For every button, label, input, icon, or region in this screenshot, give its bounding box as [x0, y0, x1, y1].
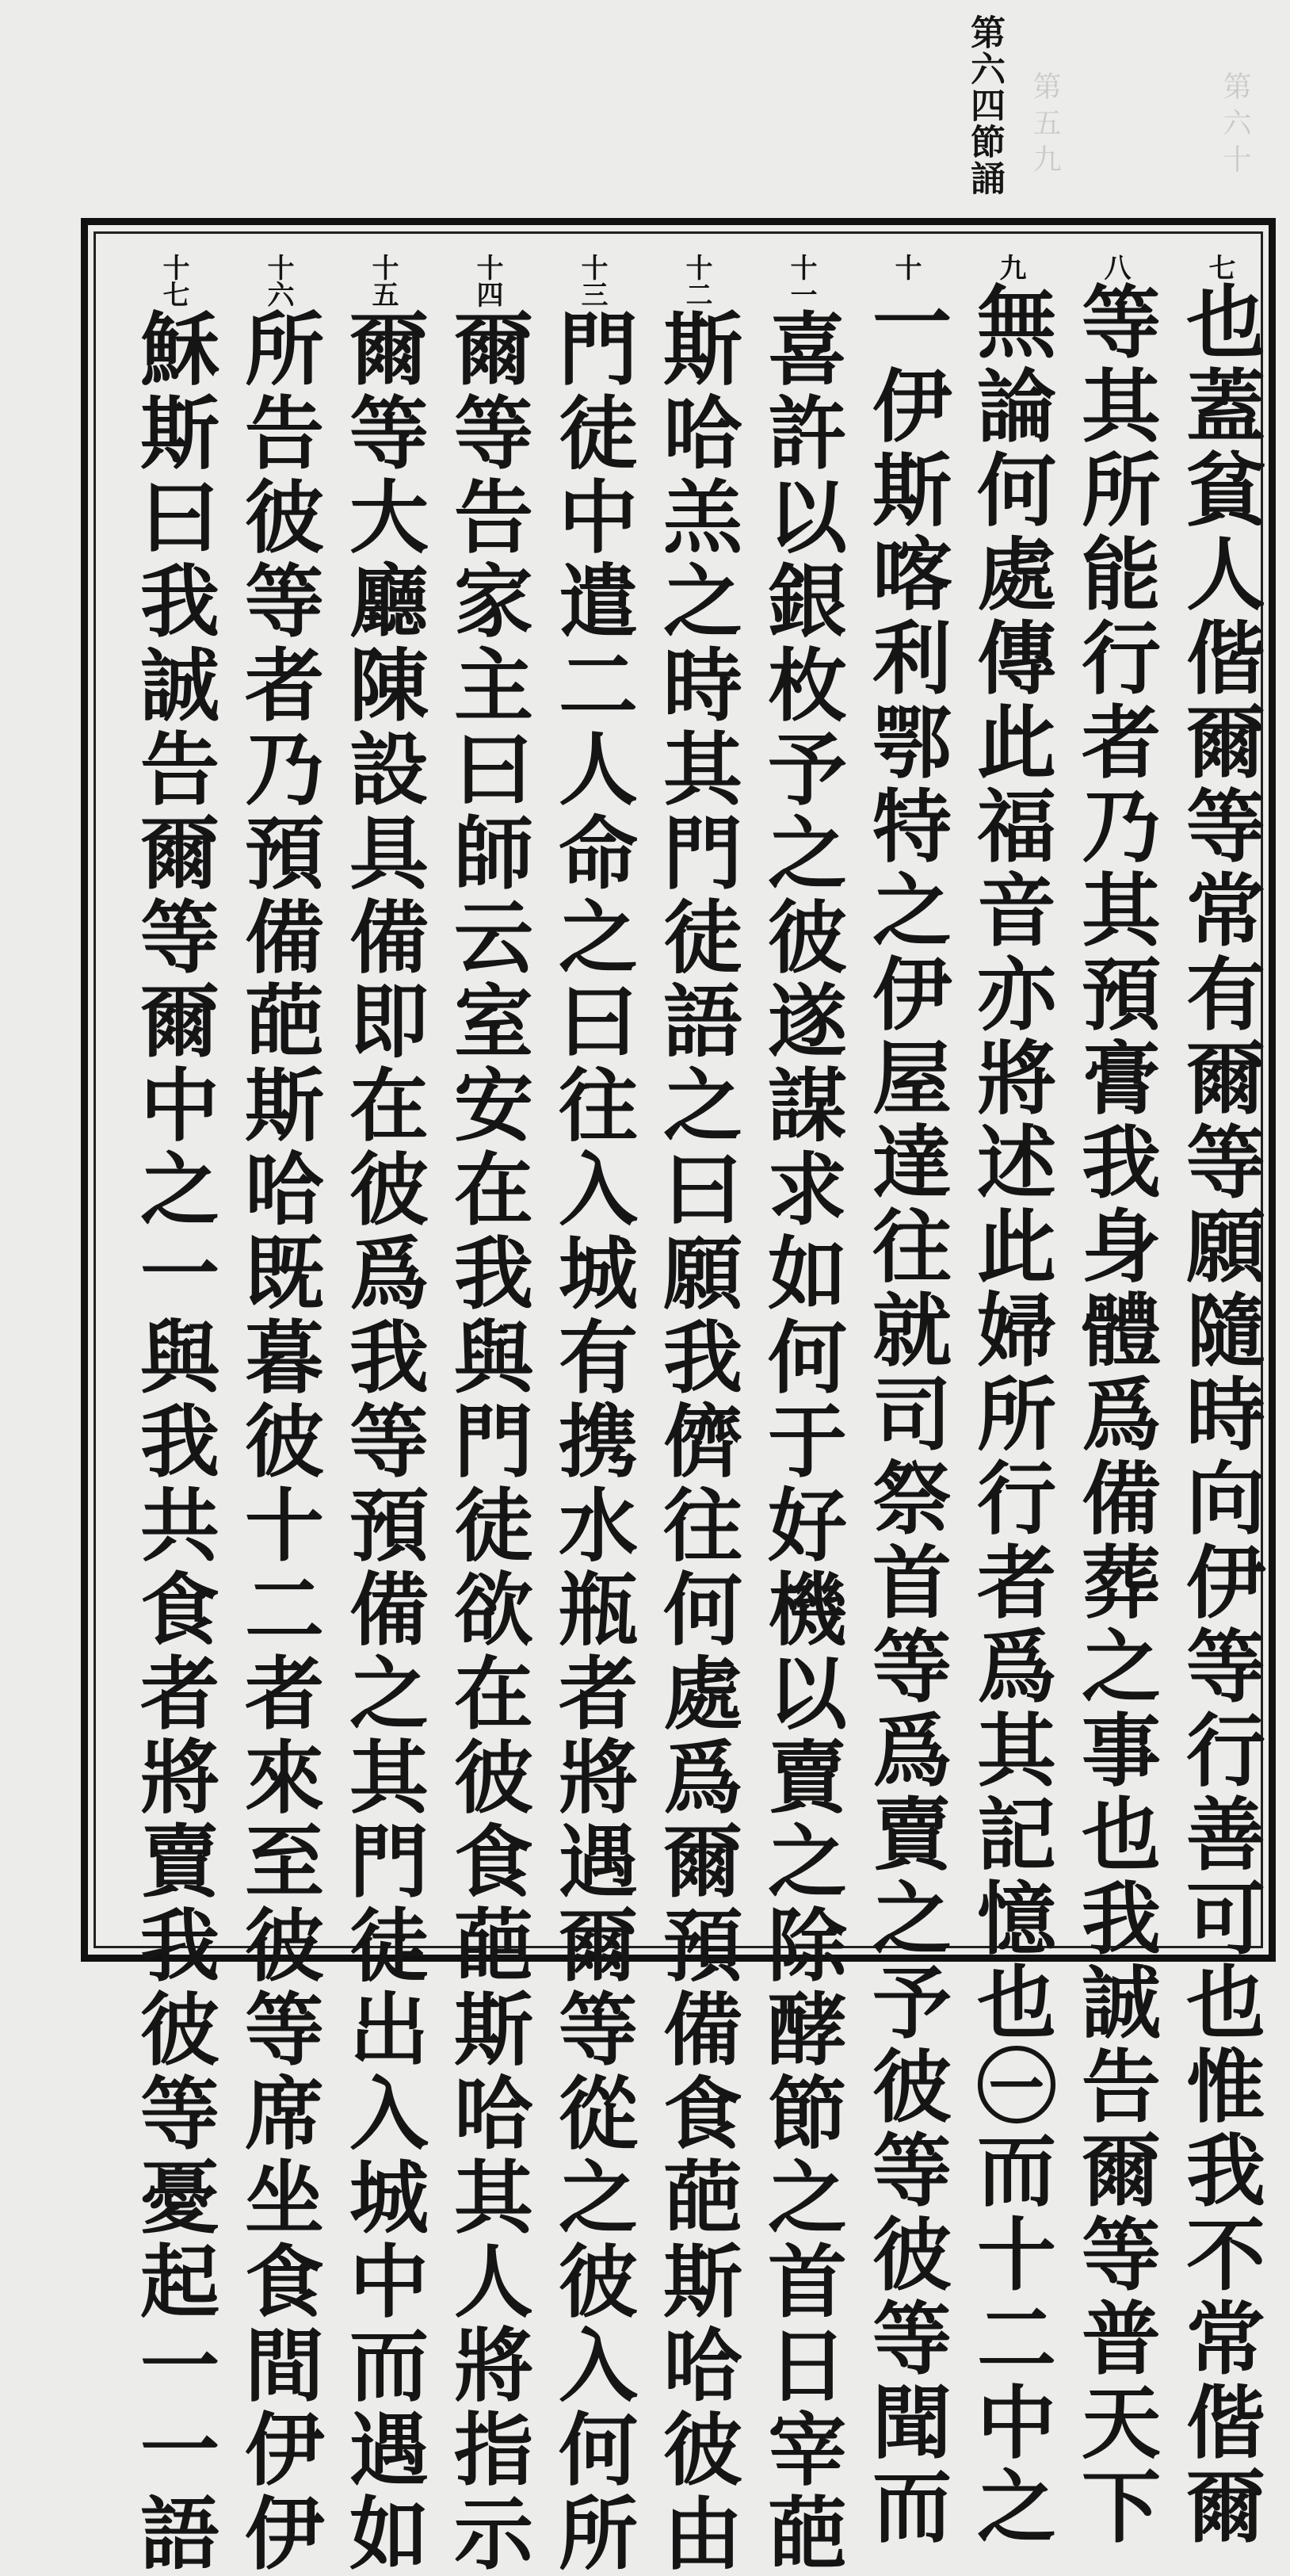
verse-number: 十三	[576, 254, 608, 308]
verse-number: 十四	[471, 254, 503, 308]
text-column	[644, 254, 749, 2576]
bleed-through-text	[1220, 71, 1249, 181]
text-column	[1063, 254, 1167, 2549]
column-text: 穌斯曰我誠告爾等爾中之一與我共食者將賣我彼等憂起一一語	[127, 308, 220, 2576]
section-label: 第六四節誦	[964, 14, 1005, 197]
text-column	[330, 254, 435, 2576]
text-column	[540, 254, 644, 2576]
column-text: 一伊斯喀利鄂特之伊屋達往就司祭首等爲賣之予彼等彼等聞而	[859, 281, 952, 2549]
column-text: 等其所能行者乃其預膏我身體爲備葬之事也我誠告爾等普天下	[1068, 281, 1162, 2549]
column-text: 所告彼等者乃預備葩斯哈既暮彼十二者來至彼等席坐食間伊伊	[231, 308, 325, 2576]
verse-number: 八	[1099, 254, 1131, 281]
text-column	[749, 254, 853, 2576]
verse-number: 十七	[158, 254, 189, 308]
verse-number: 十	[890, 254, 922, 281]
ghost-text-1: 第六十	[1219, 71, 1251, 181]
text-column	[121, 254, 226, 2576]
verse-number: 十二	[681, 254, 712, 308]
bleed-through-text	[1030, 71, 1059, 181]
verse-number: 七	[1204, 254, 1235, 281]
verse-number: 十一	[785, 254, 817, 308]
column-text: 爾等大廳陳設具備即在彼爲我等預備之其門徒出入城中而遇如	[336, 308, 429, 2576]
text-column	[958, 254, 1063, 2549]
verse-number: 十六	[262, 254, 294, 308]
text-column	[226, 254, 330, 2576]
column-text: 爾等告家主曰師云室安在我與門徒欲在彼食葩斯哈其人將指示	[441, 308, 534, 2576]
column-text: 門徒中遣二人命之曰往入城有携水瓶者將遇爾等從之彼入何所	[545, 308, 639, 2576]
body-text	[115, 254, 1272, 2576]
running-head	[13, 254, 84, 1982]
text-column	[435, 254, 540, 2576]
verse-number: 九	[994, 254, 1026, 281]
ghost-text-2: 第五九	[1029, 71, 1061, 181]
text-column	[853, 254, 958, 2549]
column-text: 也蓋貧人偕爾等常有爾等願隨時向伊等行善可也惟我不常偕爾	[1173, 281, 1266, 2549]
column-text: 喜許以銀枚予之彼遂謀求如何于好機以賣之除酵節之首日宰葩	[754, 308, 848, 2576]
verse-number: 十五	[367, 254, 399, 308]
column-text: 斯哈羔之時其門徒語之曰願我儕往何處爲爾預備食葩斯哈彼由	[650, 308, 743, 2576]
column-text: 無論何處傳此福音亦將述此婦所行者爲其記憶也㊀而十二中之	[964, 281, 1057, 2549]
text-column	[1167, 254, 1272, 2549]
